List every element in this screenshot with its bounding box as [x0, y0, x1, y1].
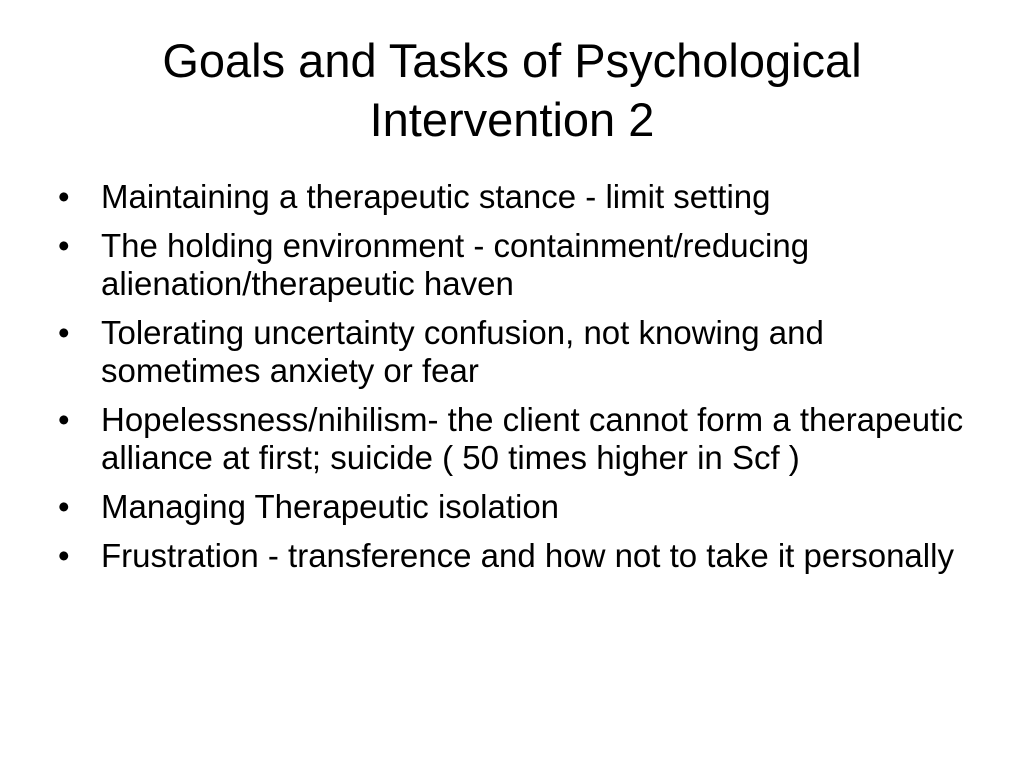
bullet-item-5: [58, 488, 978, 526]
bullet-item-2: [58, 227, 978, 303]
bullet-text-4: Hopelessness/nihilism- the client cannot form a therapeutic alliance at first; suicide ( 50 times higher in Scf ): [101, 401, 964, 476]
bullet-text-3: Tolerating uncertainty confusion, not knowing and sometimes anxiety or fear: [101, 314, 824, 389]
bullet-icon: •: [58, 488, 70, 525]
slide-title-line-1: Goals and Tasks of Psychological: [162, 34, 862, 87]
bullet-icon: •: [58, 537, 70, 574]
bullet-item-1: [58, 178, 978, 216]
bullet-item-4: [58, 401, 978, 477]
bullet-icon: •: [58, 401, 70, 438]
bullet-text-5: Managing Therapeutic isolation: [101, 488, 560, 525]
bullet-text-2: The holding environment - containment/reducing alienation/therapeutic haven: [101, 227, 810, 302]
bullet-item-6: [58, 537, 978, 575]
bullet-icon: •: [58, 178, 70, 215]
bullet-item-3: [58, 314, 978, 390]
bullet-text-1: Maintaining a therapeutic stance - limit setting: [101, 178, 771, 215]
slide-title-line-2: Intervention 2: [369, 93, 655, 146]
bullet-icon: •: [58, 227, 70, 264]
slide-title: [40, 31, 984, 149]
bullet-icon: •: [58, 314, 70, 351]
bullet-list: [58, 178, 978, 586]
bullet-text-6: Frustration - transference and how not to take it personally: [101, 537, 954, 574]
